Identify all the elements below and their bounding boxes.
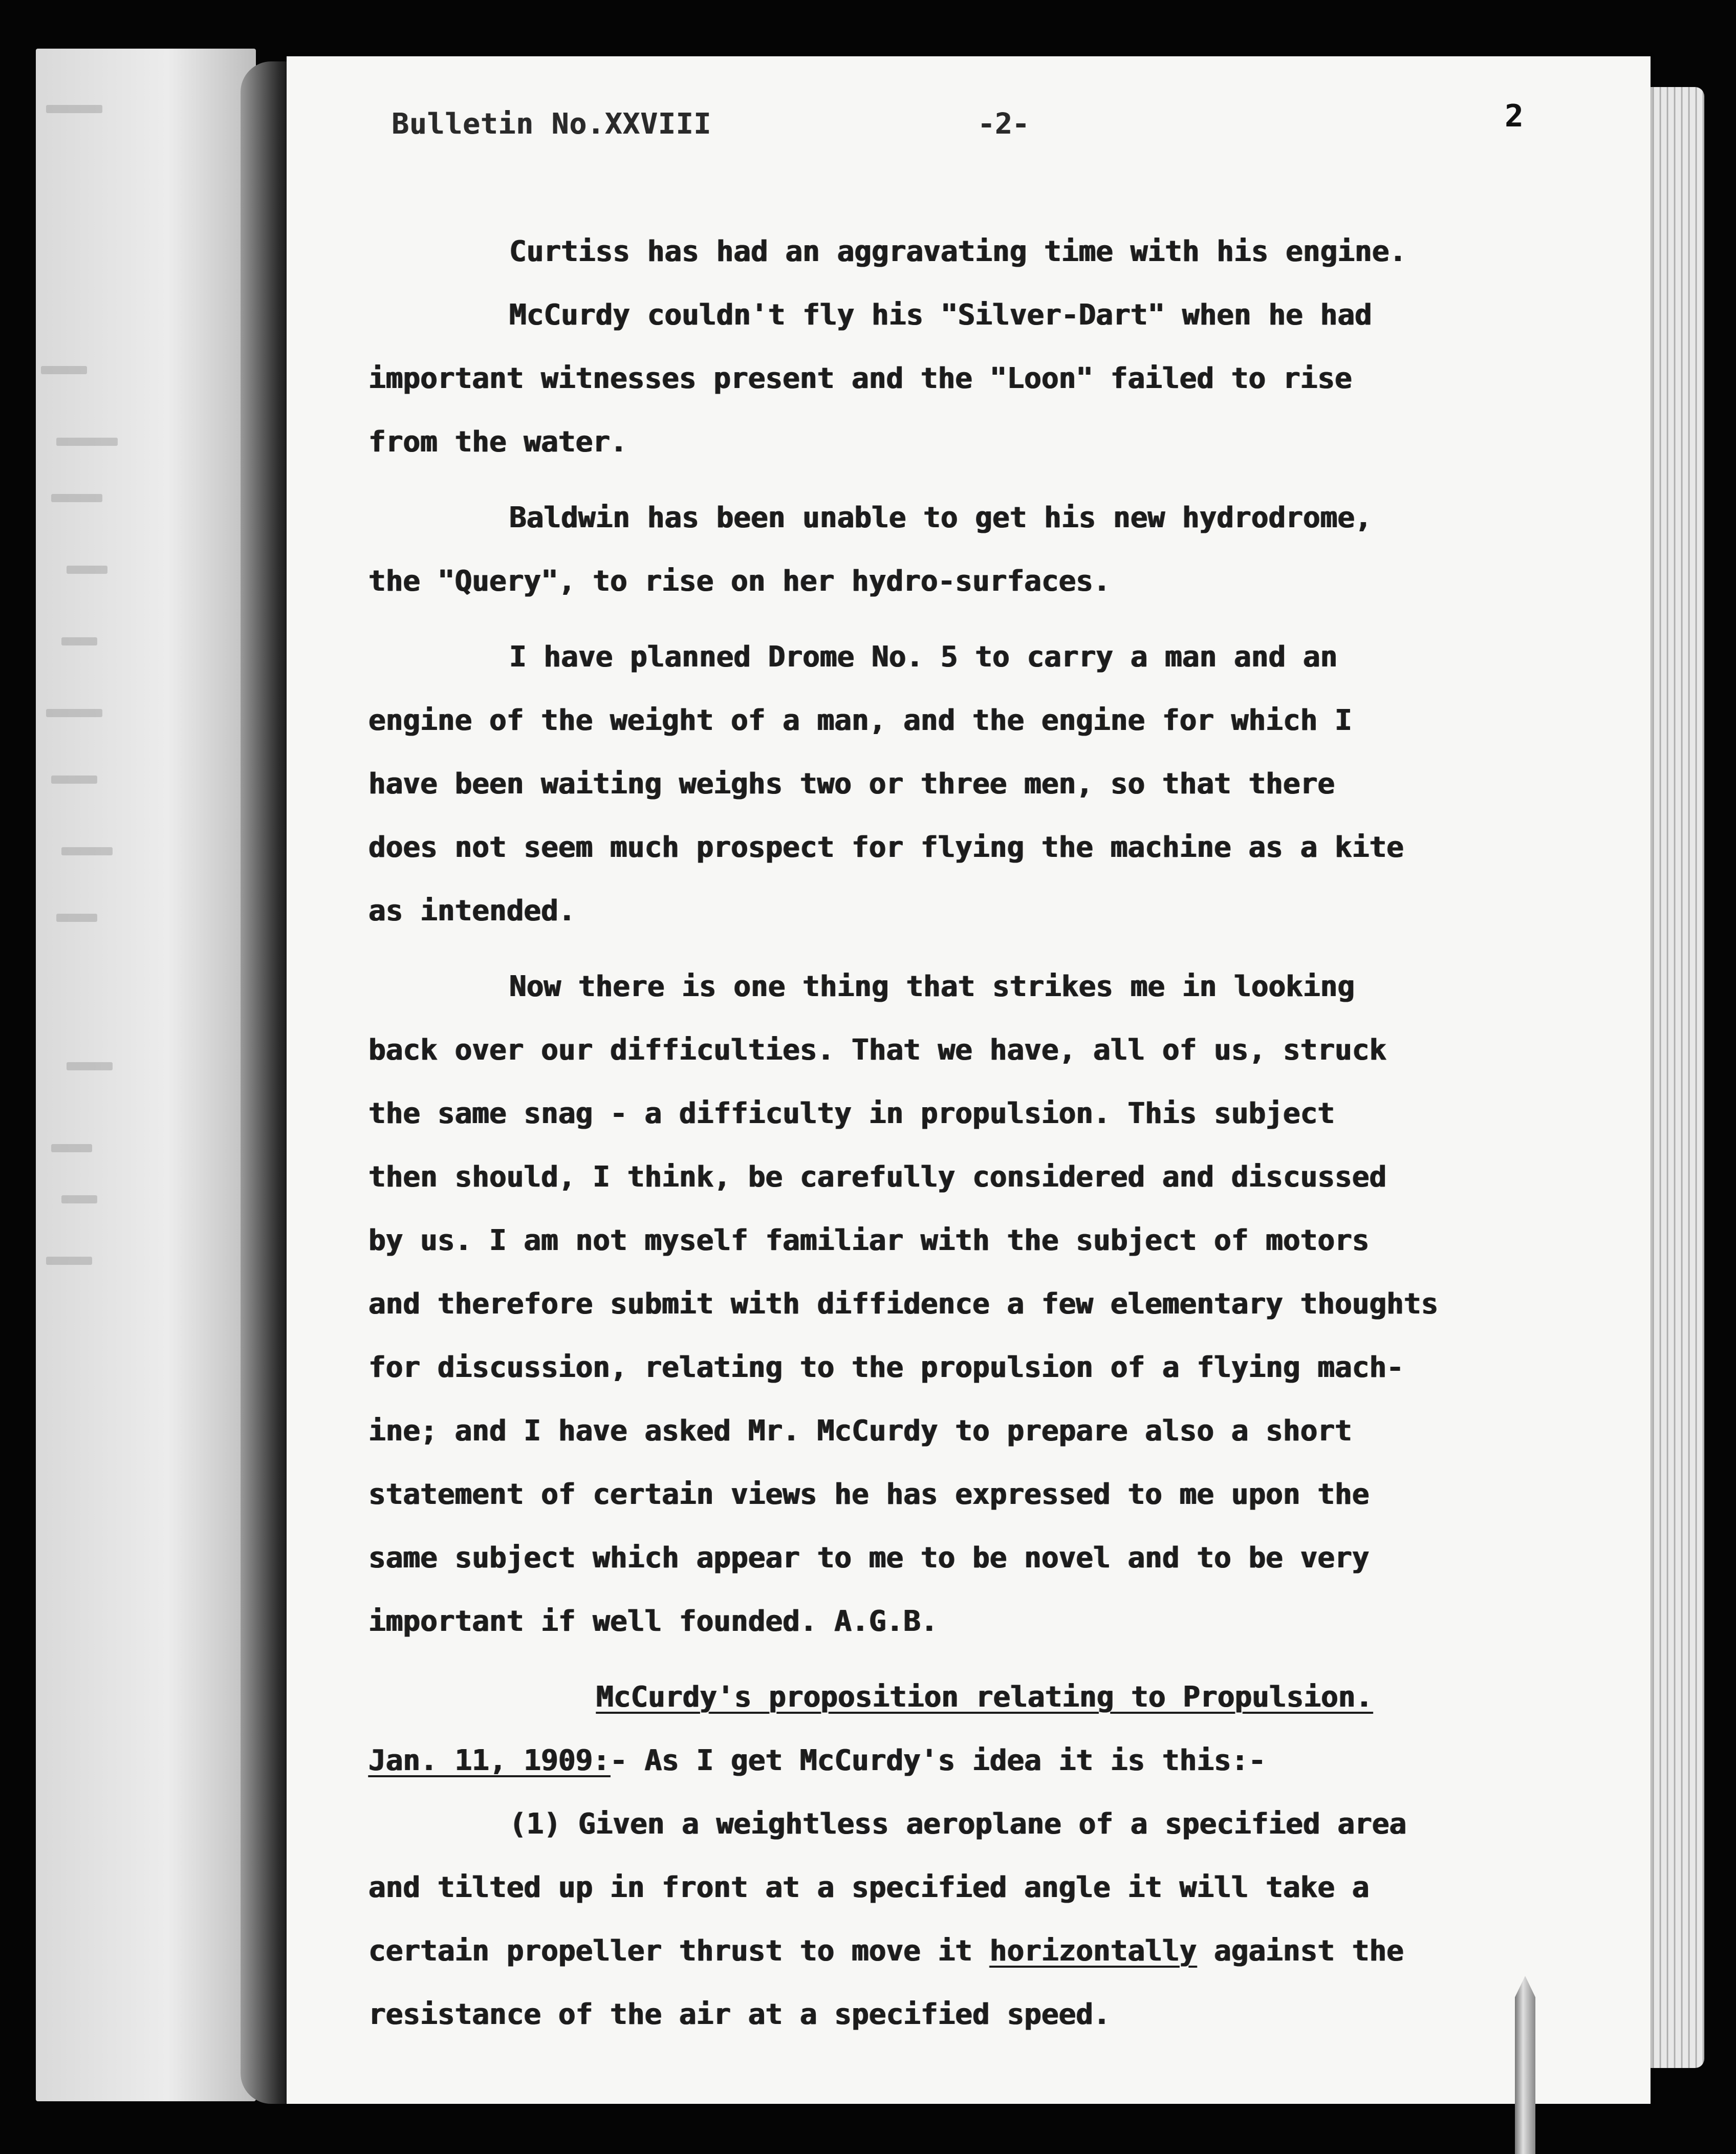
- date-line-text: - As I get McCurdy's idea it is this:-: [610, 1744, 1266, 1777]
- text-line: (1) Given a weightless aeroplane of a specified area: [509, 1807, 1407, 1841]
- date-lead: Jan. 11, 1909:: [368, 1744, 611, 1777]
- text-line: Curtiss has had an aggravating time with his engine.: [509, 235, 1407, 268]
- centered-page-mark: -2-: [978, 107, 1030, 141]
- text-line: does not seem much prospect for flying the machine as a kite: [368, 831, 1404, 864]
- text-line: statement of certain views he has expressed to me upon the: [368, 1478, 1370, 1511]
- text-line: the "Query", to rise on her hydro-surfaces.: [368, 565, 1111, 598]
- text-line: have been waiting weighs two or three men, so that there: [368, 767, 1335, 801]
- text-line: back over our difficulties. That we have, all of us, struck: [368, 1033, 1387, 1067]
- text-line: from the water.: [368, 425, 627, 459]
- section-title: McCurdy's proposition relating to Propulsion.: [596, 1681, 1373, 1714]
- text-line: I have planned Drome No. 5 to carry a man and an: [509, 640, 1338, 674]
- text-line: [368, 1920, 1648, 1983]
- text-line: important witnesses present and the "Loon" failed to rise: [368, 362, 1352, 395]
- text-line: Now there is one thing that strikes me in looking: [509, 970, 1355, 1003]
- text-line: engine of the weight of a man, and the engine for which I: [368, 704, 1352, 737]
- text-line: same subject which appear to me to be novel and to be very: [368, 1541, 1370, 1575]
- underlined-word: horizontally: [989, 1934, 1197, 1968]
- text-line: the same snag - a difficulty in propulsion. This subject: [368, 1097, 1335, 1130]
- document-page: [287, 56, 1651, 2104]
- bulletin-number: Bulletin No.XXVIII: [392, 107, 711, 141]
- typed-body-text: [368, 220, 1648, 2047]
- text-line: as intended.: [368, 894, 576, 928]
- page-number: 2: [1505, 98, 1524, 134]
- text-line: Baldwin has been unable to get his new hydrodrome,: [509, 501, 1372, 534]
- text-fragment: certain propeller thrust to move it: [368, 1934, 990, 1968]
- text-line: important if well founded. A.G.B.: [368, 1605, 938, 1638]
- text-line: ine; and I have asked Mr. McCurdy to prepare also a short: [368, 1414, 1352, 1448]
- text-line: resistance of the air at a specified speed.: [368, 1998, 1111, 2031]
- text-line: and tilted up in front at a specified angle it will take a: [368, 1871, 1370, 1904]
- date-line: [368, 1729, 1648, 1793]
- text-line: for discussion, relating to the propulsion of a flying mach-: [368, 1351, 1404, 1384]
- text-line: by us. I am not myself familiar with the subject of motors: [368, 1224, 1370, 1257]
- text-line: then should, I think, be carefully considered and discussed: [368, 1160, 1387, 1194]
- text-line: McCurdy couldn't fly his "Silver-Dart" when he had: [509, 298, 1372, 332]
- page-clip-marker: [1515, 1976, 1535, 2154]
- text-fragment: against the: [1197, 1934, 1404, 1968]
- page-header: [287, 98, 1651, 148]
- left-facing-page: [36, 49, 256, 2101]
- text-line: and therefore submit with diffidence a few elementary thoughts: [368, 1287, 1439, 1321]
